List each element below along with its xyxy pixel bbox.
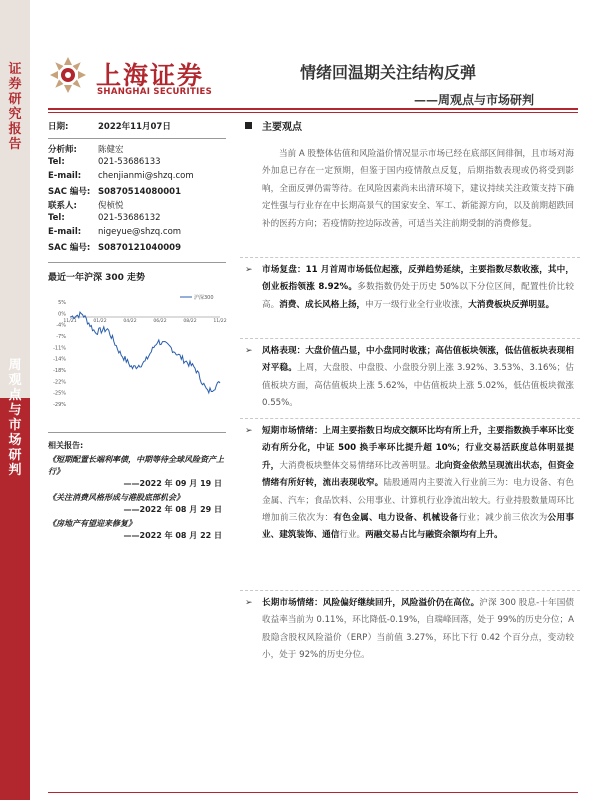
email-label: E-mail: [48, 171, 82, 181]
sac-label: SAC 编号: [48, 187, 91, 197]
holdings-text: 行业；减少前三依次为 [458, 513, 548, 524]
contact-sac-row [48, 241, 181, 253]
divider [240, 338, 580, 339]
related-report-title[interactable]: 《短期配置长端利率债，中期等待全球风险资产上行》 [48, 454, 224, 476]
contact-sac: S0870121040009 [98, 243, 182, 253]
contact-tel: 021-53686132 [98, 213, 161, 223]
tel-label: Tel: [48, 213, 65, 223]
date-label: 日期: [48, 122, 69, 132]
report-subtitle: ——周观点与市场研判 [414, 93, 535, 107]
csi300-series-line [70, 312, 220, 393]
analyst-sac-row [48, 185, 181, 197]
divider [240, 590, 580, 591]
analyst-tel-row [48, 157, 161, 167]
market-review-consumer: 大消费板块反弹明显。 [468, 299, 555, 310]
y-tick-label: -22% [53, 379, 66, 386]
x-tick-label: 01/22 [93, 319, 107, 324]
related-report-title[interactable]: 《房地产有望迎来修复》 [48, 518, 136, 528]
side-band-top [0, 0, 30, 398]
contact-name: 倪桢悦 [98, 201, 124, 211]
divider [240, 418, 580, 419]
contact-email-row [48, 227, 181, 237]
report-date: 2022年11月07日 [98, 122, 171, 132]
holdings-suffix: 行业。 [339, 530, 366, 541]
square-bullet-icon [245, 122, 252, 129]
y-tick-label: -4% [56, 322, 66, 329]
analyst-label: 分析师: [48, 145, 77, 155]
side-label-weekly-view: 周观点与市场研判 [8, 358, 22, 478]
intro-paragraph: 当前 A 股整体估值和风险溢价情况显示市场已经在底部区间徘徊，且市场对海外加息已存在一定预期，但鉴于国内疫情散点反复，后期指数表现或仍将受到影响，全面反弹仍需等待。在风险因素尚未出清环境下，建议持续关注政策支持下确定性强与行业存在中长期高景气的国家安全、军工、新能源方向，以及前期超跌回补的医药方向；若疫情防控边际改善，可适当关注前期受制的消费修复。 [262, 149, 574, 229]
header-rule-thin [48, 112, 578, 113]
market-review-paragraph [262, 262, 574, 314]
analyst-sac: S0870514080001 [98, 187, 182, 197]
footer-rule [48, 792, 578, 793]
style-performance-text: 上周，大盘股、中盘股、小盘股分别上涨 3.92%、3.53%、3.16%；估值板块方面，高估值板块上涨 5.62%，中估值板块上涨 5.02%，低估值板块微涨 0.55%。 [262, 363, 574, 409]
market-review-text2: 申万一级行业全行业收涨， [365, 299, 469, 310]
brand-name-en: SHANGHAI SECURITIES [97, 87, 213, 97]
related-report-title[interactable]: 《关注消费风格形成与港股底部机会》 [48, 492, 184, 502]
x-tick-label: 06/22 [153, 319, 167, 324]
contact-email[interactable]: nigeyue@shzq.com [98, 227, 182, 237]
legend-label: 沪深300 [194, 295, 214, 301]
analyst-name: 陈健宏 [98, 145, 124, 155]
related-report-date: ——2022 年 09 月 19 日 [123, 479, 222, 488]
section-heading [245, 118, 302, 133]
divider [48, 138, 226, 139]
analyst-email[interactable]: chenjianmi@shzq.com [98, 171, 194, 181]
sac-label: SAC 编号: [48, 243, 91, 253]
y-tick-label: -18% [53, 368, 66, 374]
chart-heading: 最近一年沪深 300 走势 [48, 273, 146, 283]
contact-row [48, 199, 124, 211]
short-term-text: 大消费板块整体交易情绪环比改善明显。 [279, 460, 436, 471]
analyst-tel: 021-53686133 [98, 157, 161, 167]
long-term-sentiment-paragraph [262, 595, 574, 665]
contact-tel-row [48, 213, 161, 223]
analyst-row [48, 143, 124, 155]
shanghai-securities-logo-icon [48, 55, 88, 95]
contact-label: 联系人: [48, 201, 77, 211]
x-tick-label: 11/22 [213, 319, 227, 324]
tel-label: Tel: [48, 157, 65, 167]
market-review-style: 消费、成长风格上扬， [279, 299, 366, 310]
arrow-bullet-icon: ➢ [245, 426, 253, 436]
y-tick-label: -11% [53, 345, 66, 352]
y-tick-label: -14% [53, 356, 66, 363]
x-tick-label: 11/21 [63, 319, 77, 324]
x-tick-label: 08/22 [183, 319, 197, 324]
northbound-text: 陆股通周内主要流入行业前三为：电力设备、有色金属、汽车；食品饮料、公用事业、计算机行业净流出较大。行业持股数量周环比增加前三依次为： [262, 478, 574, 524]
section-title: 主要观点 [262, 122, 302, 133]
y-tick-label: 5% [58, 300, 66, 306]
y-tick-label: -25% [53, 390, 66, 397]
y-tick-label: -7% [56, 334, 66, 340]
x-tick-label: 04/22 [123, 319, 137, 324]
header-rule [48, 108, 578, 110]
holdings-increase: 有色金属、电力设备、机械设备 [333, 513, 459, 524]
long-term-text: 沪深 300 股息-十年国债收益率当前为 0.11%，环比降低-0.19%，自瑞峰回落，处于 99%的历史分位；A 股隐含股权风险溢价（ERP）当前值 3.27%，环比下行 0.42 个百分点，变动较小，处于 92%的历史分位。 [262, 598, 574, 661]
y-tick-label: 0% [58, 311, 66, 318]
arrow-bullet-icon: ➢ [245, 346, 253, 356]
arrow-bullet-icon: ➢ [245, 265, 253, 275]
related-reports-heading: 相关报告: [48, 441, 84, 450]
side-label-research-report: 证券研究报告 [8, 62, 22, 152]
divider [48, 262, 226, 263]
brand-name-cn: 上海证券 [96, 61, 205, 90]
arrow-bullet-icon: ➢ [245, 598, 253, 608]
y-tick-label: -29% [53, 402, 66, 408]
report-date-row [48, 120, 171, 132]
related-report-date: ——2022 年 08 月 22 日 [123, 531, 222, 540]
short-term-lead: 短期市场情绪：上周主要指数日均成交额环比均有所上升，主要指数换手率环比变动有所分化，中证 500 换手率环比提升超 10%；行业交易活跃度总体明显提升， [262, 426, 574, 471]
northbound-lead: 北向资金依然呈现流出状态，但资金情绪有所好转，流出表现收窄。 [262, 460, 574, 489]
holdings-decrease: 公用事业、建筑装饰、通信 [262, 513, 574, 541]
market-review-text: 多数指数仍处于历史 50%以下分位区间，配置性价比较高。 [262, 282, 574, 310]
style-performance-paragraph [262, 343, 574, 413]
divider [240, 257, 580, 258]
long-term-lead: 长期市场情绪：风险偏好继续回升，风险溢价仍在高位。 [262, 598, 480, 608]
short-term-sentiment-paragraph [262, 423, 574, 545]
margin-trading: 两融交易占比与融资余额均有上升。 [365, 530, 503, 541]
csi300-line-chart [48, 288, 228, 413]
market-review-lead: 市场复盘：11 月首周市场低位起涨，反弹趋势延续，主要指数尽数收涨，其中，创业板指领涨 8.92%。 [262, 265, 574, 293]
analyst-email-row [48, 171, 194, 181]
email-label: E-mail: [48, 227, 82, 237]
related-report-date: ——2022 年 08 月 29 日 [123, 505, 222, 514]
report-title: 情绪回温期关注结构反弹 [300, 63, 477, 82]
style-performance-lead: 风格表现：大盘价值凸显，中小盘同时收涨；高估值板块领涨，低估值板块表现相对平稳。 [262, 346, 574, 374]
divider [48, 432, 226, 433]
